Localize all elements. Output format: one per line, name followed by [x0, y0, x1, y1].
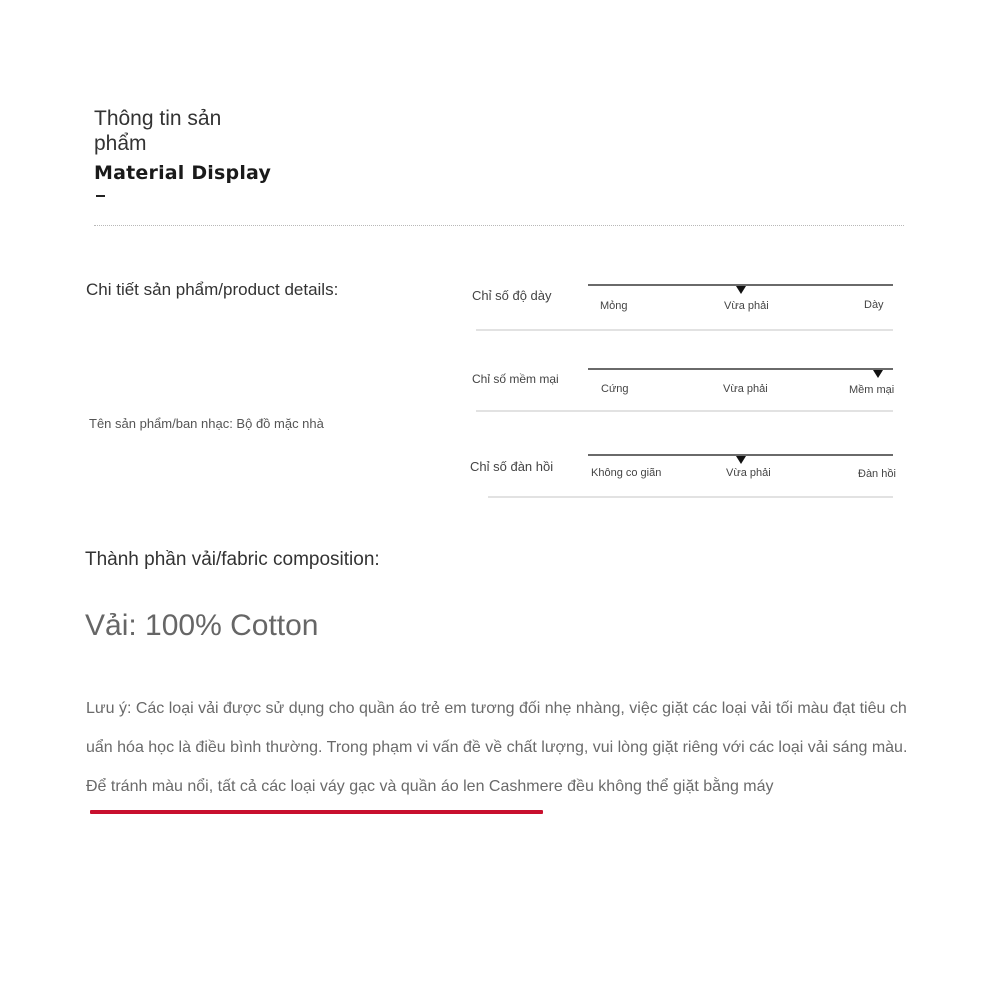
softness-tick-mid: Vừa phải: [723, 383, 768, 395]
elasticity-tick-mid: Vừa phải: [726, 467, 771, 479]
softness-tick-high: Mềm mại: [849, 384, 895, 396]
care-note: Lưu ý: Các loại vải được sử dụng cho quần áo trẻ em tương đối nhẹ nhàng, việc giặt các loại vải tối màu đạt tiêu chuẩn hóa học là điều bình thường. Trong phạm vi vấn đề về chất lượng, vui lòng giặt riêng với các loại vải sáng màu. Để tránh màu nổi, tất cả các loại váy gạc và quần áo len Cashmere đều không thể giặt bằng máy: [86, 700, 908, 795]
section-title: Thông tin sản phẩm: [94, 107, 222, 155]
thickness-tick-low: Mỏng: [600, 300, 628, 312]
thickness-marker-icon: [736, 286, 746, 294]
elasticity-marker-icon: [736, 456, 746, 464]
subtitle-dash: [96, 195, 105, 197]
header-divider: [94, 225, 904, 226]
thickness-tick-high: Dày: [864, 299, 884, 311]
product-name: Tên sản phẩm/ban nhạc: Bộ đồ mặc nhà: [89, 416, 324, 431]
softness-scale-label: Chỉ số mềm mại: [472, 372, 559, 386]
product-details-label: Chi tiết sản phẩm/product details:: [86, 280, 339, 299]
fabric-composition-value: Vải: 100% Cotton: [85, 609, 319, 642]
softness-marker-icon: [873, 370, 883, 378]
softness-tick-low: Cứng: [601, 383, 629, 395]
thickness-tick-mid: Vừa phải: [724, 300, 769, 312]
elasticity-tick-high: Đàn hồi: [858, 468, 896, 480]
fabric-composition-label: Thành phần vải/fabric composition:: [85, 549, 380, 570]
elasticity-scale-underline: [488, 496, 893, 498]
elasticity-scale-label: Chỉ số đàn hồi: [470, 459, 554, 474]
thickness-scale-underline: [476, 329, 893, 331]
elasticity-tick-low: Không co giãn: [591, 467, 662, 479]
accent-bar: [90, 810, 543, 814]
softness-scale-track: [588, 368, 893, 370]
softness-scale-underline: [476, 410, 893, 412]
section-subtitle: Material Display: [94, 162, 272, 184]
thickness-scale-label: Chỉ số độ dày: [472, 288, 552, 303]
